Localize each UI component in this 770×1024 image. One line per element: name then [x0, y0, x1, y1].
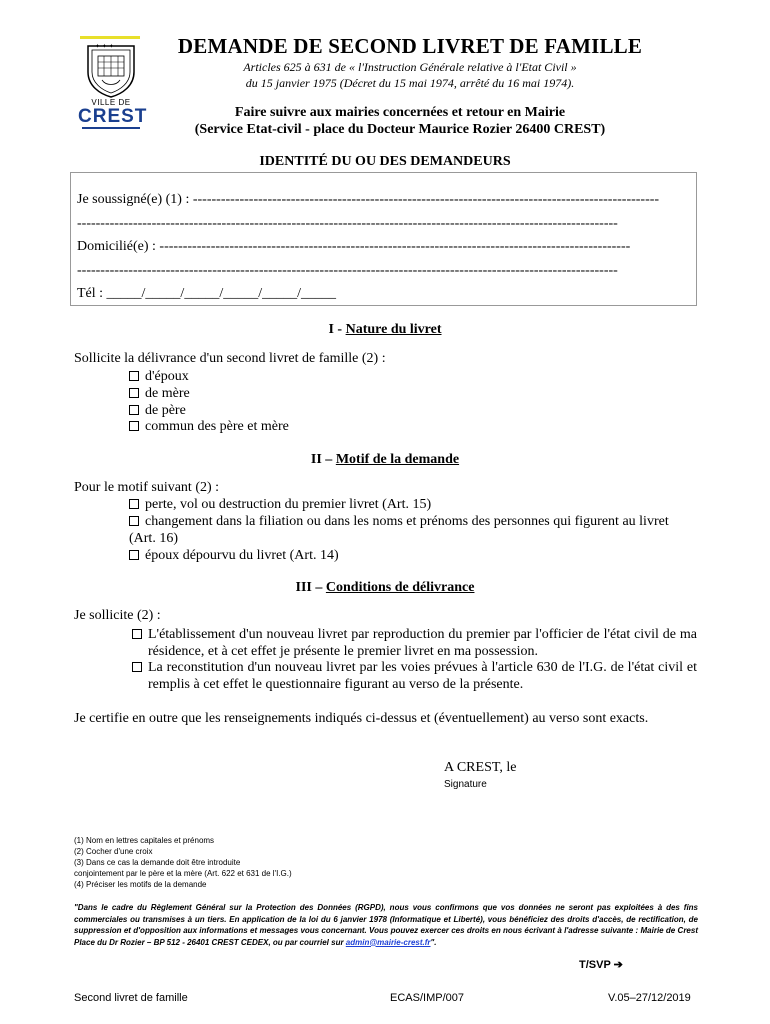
section-2-intro: Pour le motif suivant (2) :: [74, 480, 220, 495]
footer-center: ECAS/IMP/007: [390, 992, 464, 1004]
option-epoux[interactable]: [129, 368, 529, 385]
option-mere[interactable]: [129, 385, 529, 402]
footer-right: V.05–27/12/2019: [608, 992, 691, 1004]
coat-of-arms-icon: [84, 42, 138, 98]
section-1-prefix: I -: [328, 322, 346, 337]
footer-left: Second livret de famille: [74, 992, 188, 1004]
articles-reference: [150, 59, 670, 91]
svg-text:✦ ✦ ✦: ✦ ✦ ✦: [95, 43, 114, 50]
rgpd-end: ".: [430, 937, 437, 947]
send-to-line-1: Faire suivre aux mairies concernées et retour en Mairie: [234, 105, 566, 120]
phone-field[interactable]: Tél : _____/_____/_____/_____/_____/_____: [77, 286, 336, 301]
logo-ville-text: VILLE DE: [91, 98, 131, 107]
checkbox[interactable]: [129, 405, 139, 415]
section-3-heading: [70, 580, 700, 596]
section-3-prefix: III –: [295, 580, 326, 595]
address-continuation[interactable]: --------------------------------------------------------------------------------------------------------------------: [77, 263, 618, 278]
option-label: de père: [145, 403, 186, 418]
checkbox[interactable]: [129, 499, 139, 509]
footnotes: [74, 835, 292, 890]
condition-etablissement[interactable]: [132, 626, 697, 660]
checkbox[interactable]: [129, 371, 139, 381]
footnote-3: (3) Dans ce cas la demande doit être introduite: [74, 858, 241, 867]
checkbox[interactable]: [129, 550, 139, 560]
section-3-title: Conditions de délivrance: [325, 580, 475, 595]
section-2-prefix: II –: [310, 452, 336, 467]
page-title: DEMANDE DE SECOND LIVRET DE FAMILLE: [177, 34, 643, 58]
checkbox[interactable]: [129, 421, 139, 431]
logo-crest-text: CREST: [78, 106, 148, 127]
logo-top-bar: [80, 36, 140, 39]
articles-line-1: Articles 625 à 631 de « l'Instruction Générale relative à l'Etat Civil »: [243, 60, 577, 74]
footnote-2: (2) Cocher d'une croix: [74, 847, 153, 856]
option-pere[interactable]: [129, 402, 529, 419]
section-1-heading: [70, 322, 700, 338]
identity-box: [70, 172, 697, 306]
section-3-intro: Je sollicite (2) :: [74, 608, 161, 623]
footnote-3-cont: conjointement par le père et la mère (Art. 622 et 631 de l'I.G.): [74, 869, 292, 878]
identity-heading: IDENTITÉ DU OU DES DEMANDEURS: [259, 154, 511, 169]
rgpd-text: "Dans le cadre du Règlement Général sur la Protection des Données (RGPD), nous vous confirmons que vos données ne seront pas exploitées à des fins commerciales ou transmises à un tiers. En application de la loi du 6 janvier 1978 (Informatique et Liberté), vous bénéficiez des droits d'accès, de rectification, de suppression et d'opposition aux informations et messages vous concernant. Vous pouvez exercer ces droits en nous écrivant à l'adresse suivante : Mairie de Crest Place du Dr Rozier – BP 512 - 26401 CREST CEDEX, ou par courriel sur: [74, 903, 698, 947]
section-2-heading: [70, 452, 700, 468]
motif-epoux-depourvu[interactable]: [129, 547, 699, 564]
certification-text: Je certifie en outre que les renseignements indiqués ci-dessus et (éventuellement) au verso sont exacts.: [74, 711, 649, 726]
send-to-line-2: (Service Etat-civil - place du Docteur Maurice Rozier 26400 CREST): [194, 122, 606, 137]
footnote-4: (4) Préciser les motifs de la demande: [74, 880, 207, 889]
condition-reconstitution[interactable]: [132, 659, 697, 693]
footnote-1: (1) Nom en lettres capitales et prénoms: [74, 836, 215, 845]
signature-label: Signature: [444, 779, 487, 790]
address-field[interactable]: Domicilié(e) : -----------------------------------------------------------------------------------------------------: [77, 239, 631, 254]
logo-underline: [82, 127, 140, 129]
applicant-name-field[interactable]: Je soussigné(e) (1) : ----------------------------------------------------------------------------------------------------: [77, 192, 660, 207]
motif-perte[interactable]: [129, 496, 699, 513]
section-2-title: Motif de la demande: [335, 452, 460, 467]
motif-changement[interactable]: [129, 513, 699, 547]
signature-place: A CREST, le: [444, 760, 517, 775]
crest-city-logo: [78, 36, 148, 128]
turn-page-indicator: T/SVP ➔: [579, 959, 623, 971]
checkbox[interactable]: [132, 629, 142, 639]
checkbox[interactable]: [129, 388, 139, 398]
contact-email-link[interactable]: admin@mairie-crest.fr: [345, 937, 431, 947]
section-1-title: Nature du livret: [345, 322, 442, 337]
rgpd-notice: [74, 902, 698, 948]
applicant-name-continuation[interactable]: --------------------------------------------------------------------------------------------------------------------: [77, 216, 618, 231]
option-label: La reconstitution d'un nouveau livret par les voies prévues à l'article 630 de l'I.G. de l'état civil et remplis à cet effet le questionnaire figurant au verso de la présente.: [148, 660, 697, 692]
checkbox[interactable]: [132, 662, 142, 672]
option-label: d'époux: [145, 369, 189, 384]
checkbox[interactable]: [129, 516, 139, 526]
send-to-instructions: [140, 104, 660, 138]
option-label: L'établissement d'un nouveau livret par reproduction du premier par l'officier de l'état civil de ma résidence, et à cet effet je présente le premier livret en ma possession.: [148, 627, 697, 659]
section-1-intro: Sollicite la délivrance d'un second livret de famille (2) :: [74, 351, 386, 366]
option-label: époux dépourvu du livret (Art. 14): [145, 548, 339, 563]
option-commun[interactable]: [129, 418, 529, 435]
option-label: de mère: [145, 386, 190, 401]
articles-line-2: du 15 janvier 1975 (Décret du 15 mai 1974, arrêté du 16 mai 1974).: [245, 76, 575, 90]
option-label: changement dans la filiation ou dans les noms et prénoms des personnes qui figurent au livret (Art. 16): [129, 514, 669, 546]
option-label: commun des père et mère: [145, 419, 289, 434]
option-label: perte, vol ou destruction du premier livret (Art. 15): [145, 497, 432, 512]
